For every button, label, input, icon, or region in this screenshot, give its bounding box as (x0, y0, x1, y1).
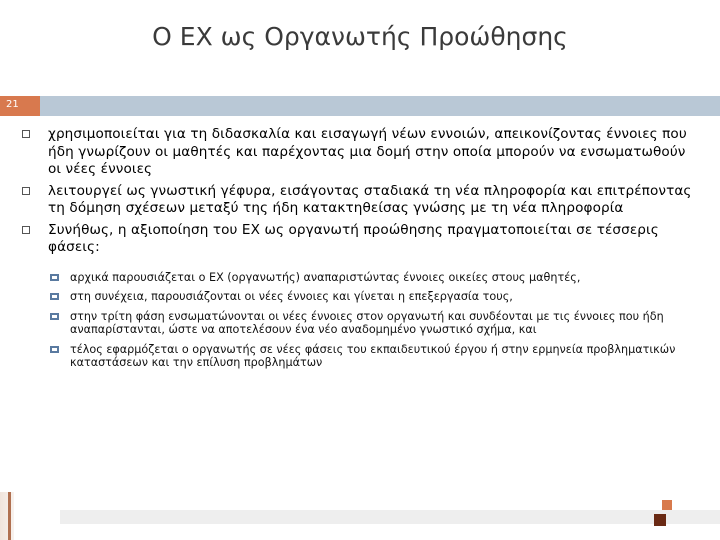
square-bullet-icon (22, 187, 30, 195)
slide-title: Ο ΕΧ ως Οργανωτής Προώθησης (152, 22, 568, 51)
slide-number: 21 (6, 99, 19, 110)
sub-bullet-list (50, 271, 702, 371)
sub-bullet-text: αρχικά παρουσιάζεται ο ΕΧ (οργανωτής) αναπαριστώντας έννοιες οικείες στους μαθητές, (70, 270, 581, 284)
bullet-text: λειτουργεί ως γνωστική γέφυρα, εισάγοντας σταδιακά τη νέα πληροφορία και επιτρέποντας τη δόμηση σχέσεων μεταξύ της ήδη κατακτηθείσας γνώσης με τη νέα πληροφορία (48, 182, 692, 216)
sub-bullet-item (50, 310, 702, 337)
bullet-item (22, 183, 702, 218)
header-bar-fill (40, 96, 720, 116)
bullet-text: Συνήθως, η αξιοποίηση του ΕΧ ως οργανωτή προώθησης πραγματοποιείται σε τέσσερις φάσεις: (48, 221, 659, 255)
header-bar (0, 96, 720, 116)
corner-decoration-square (654, 514, 666, 526)
filled-square-bullet-icon (50, 313, 59, 320)
side-accent-decoration (0, 492, 14, 540)
sub-bullet-item (50, 290, 702, 304)
bullet-item (22, 222, 702, 257)
sub-bullet-item (50, 271, 702, 285)
square-bullet-icon (22, 130, 30, 138)
corner-decoration-square (662, 500, 672, 510)
filled-square-bullet-icon (50, 346, 59, 353)
slide-number-box (0, 96, 40, 116)
slide-content (22, 126, 702, 376)
footer-bar (60, 510, 720, 524)
sub-bullet-item (50, 343, 702, 370)
square-bullet-icon (22, 226, 30, 234)
filled-square-bullet-icon (50, 274, 59, 281)
sub-bullet-text: στην τρίτη φάση ενσωματώνονται οι νέες έννοιες στον οργανωτή και συνδέονται με τις έννοιες που ήδη αναπαρίστανται, ώστε να αποτελέσουν ένα νέο αναδομημένο γνωστικό σχήμα, και (70, 309, 664, 337)
filled-square-bullet-icon (50, 293, 59, 300)
sub-bullet-text: στη συνέχεια, παρουσιάζονται οι νέες έννοιες και γίνεται η επεξεργασία τους, (70, 290, 513, 304)
bullet-item (22, 126, 702, 179)
sub-bullet-text: τέλος εφαρμόζεται ο οργανωτής σε νέες φάσεις του εκπαιδευτικού έργου ή στην ερμηνεία προβληματικών καταστάσεων και την επίλυση προβλημάτων (70, 342, 676, 370)
bullet-text: χρησιμοποιείται για τη διδασκαλία και εισαγωγή νέων εννοιών, απεικονίζοντας έννοιες που ήδη γνωρίζουν οι μαθητές και παρέχοντας μια δομή στην οποία μπορούν να ενσωματωθούν οι νέες έννοιες (48, 126, 687, 177)
